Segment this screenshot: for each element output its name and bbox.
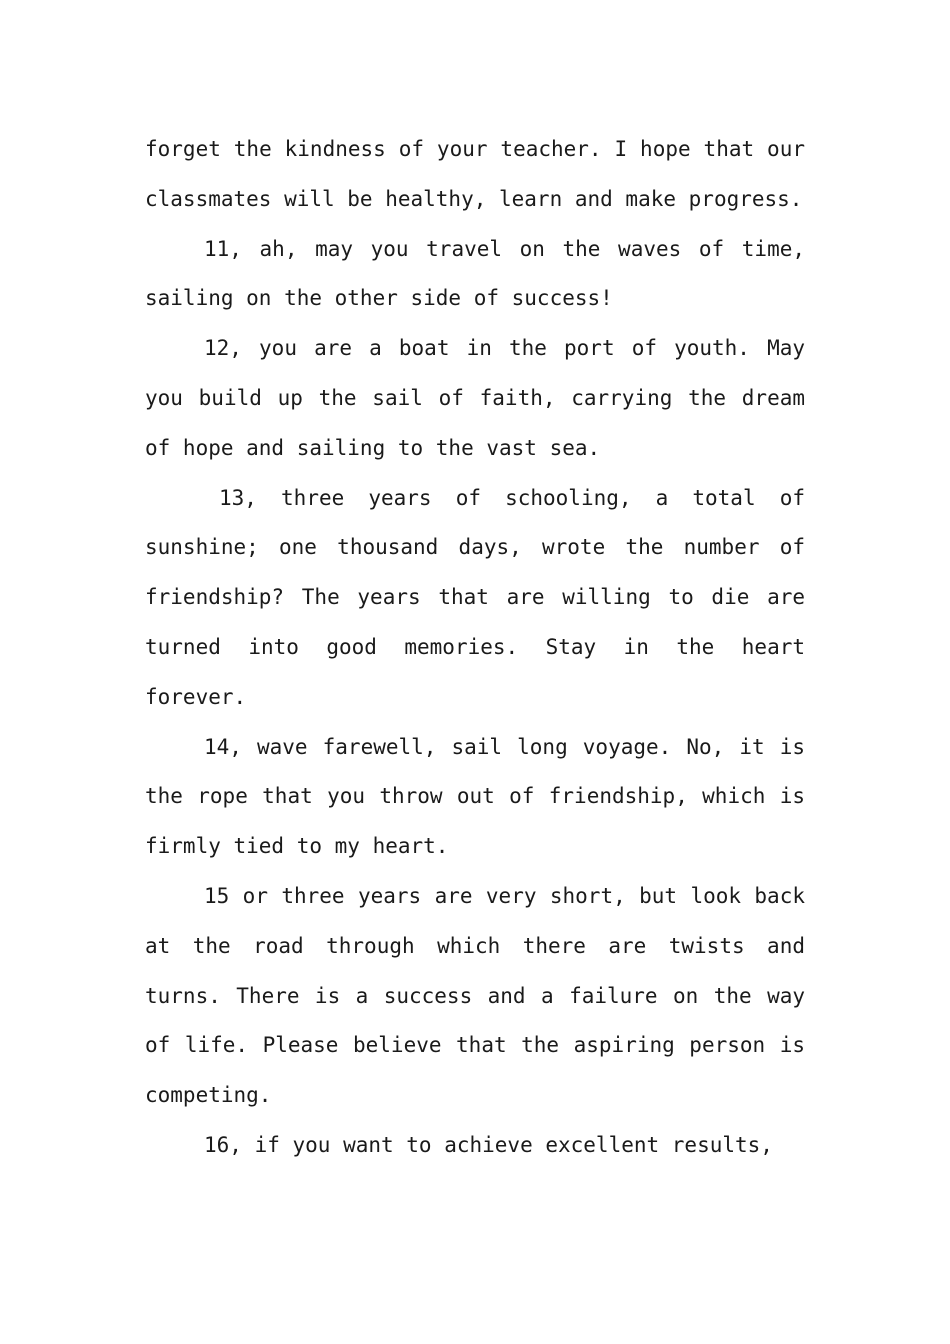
paragraph-13: 13, three years of schooling, a total of sunshine; one thousand days, wrote the number of friendship? The years that are willing to die are turned into good memories. Stay in the heart forever. — [145, 485, 805, 709]
paragraph-12: 12, you are a boat in the port of youth. May you build up the sail of faith, carrying the dream of hope and sailing to the vast sea. — [145, 336, 805, 460]
paragraph-continued: forget the kindness of your teacher. I hope that our classmates will be healthy, learn and make progress. — [145, 137, 805, 211]
paragraph-15: 15 or three years are very short, but look back at the road through which there are twists and turns. There is a success and a failure on the way of life. Please believe that the aspiring person is competing. — [145, 883, 805, 1108]
paragraph-14: 14, wave farewell, sail long voyage. No, it is the rope that you throw out of friendship, which is firmly tied to my heart. — [145, 734, 805, 859]
body-text — [145, 125, 805, 1171]
paragraph-16: 16, if you want to achieve excellent results, — [204, 1132, 773, 1157]
paragraph-11: 11, ah, may you travel on the waves of time, sailing on the other side of success! — [145, 236, 805, 311]
